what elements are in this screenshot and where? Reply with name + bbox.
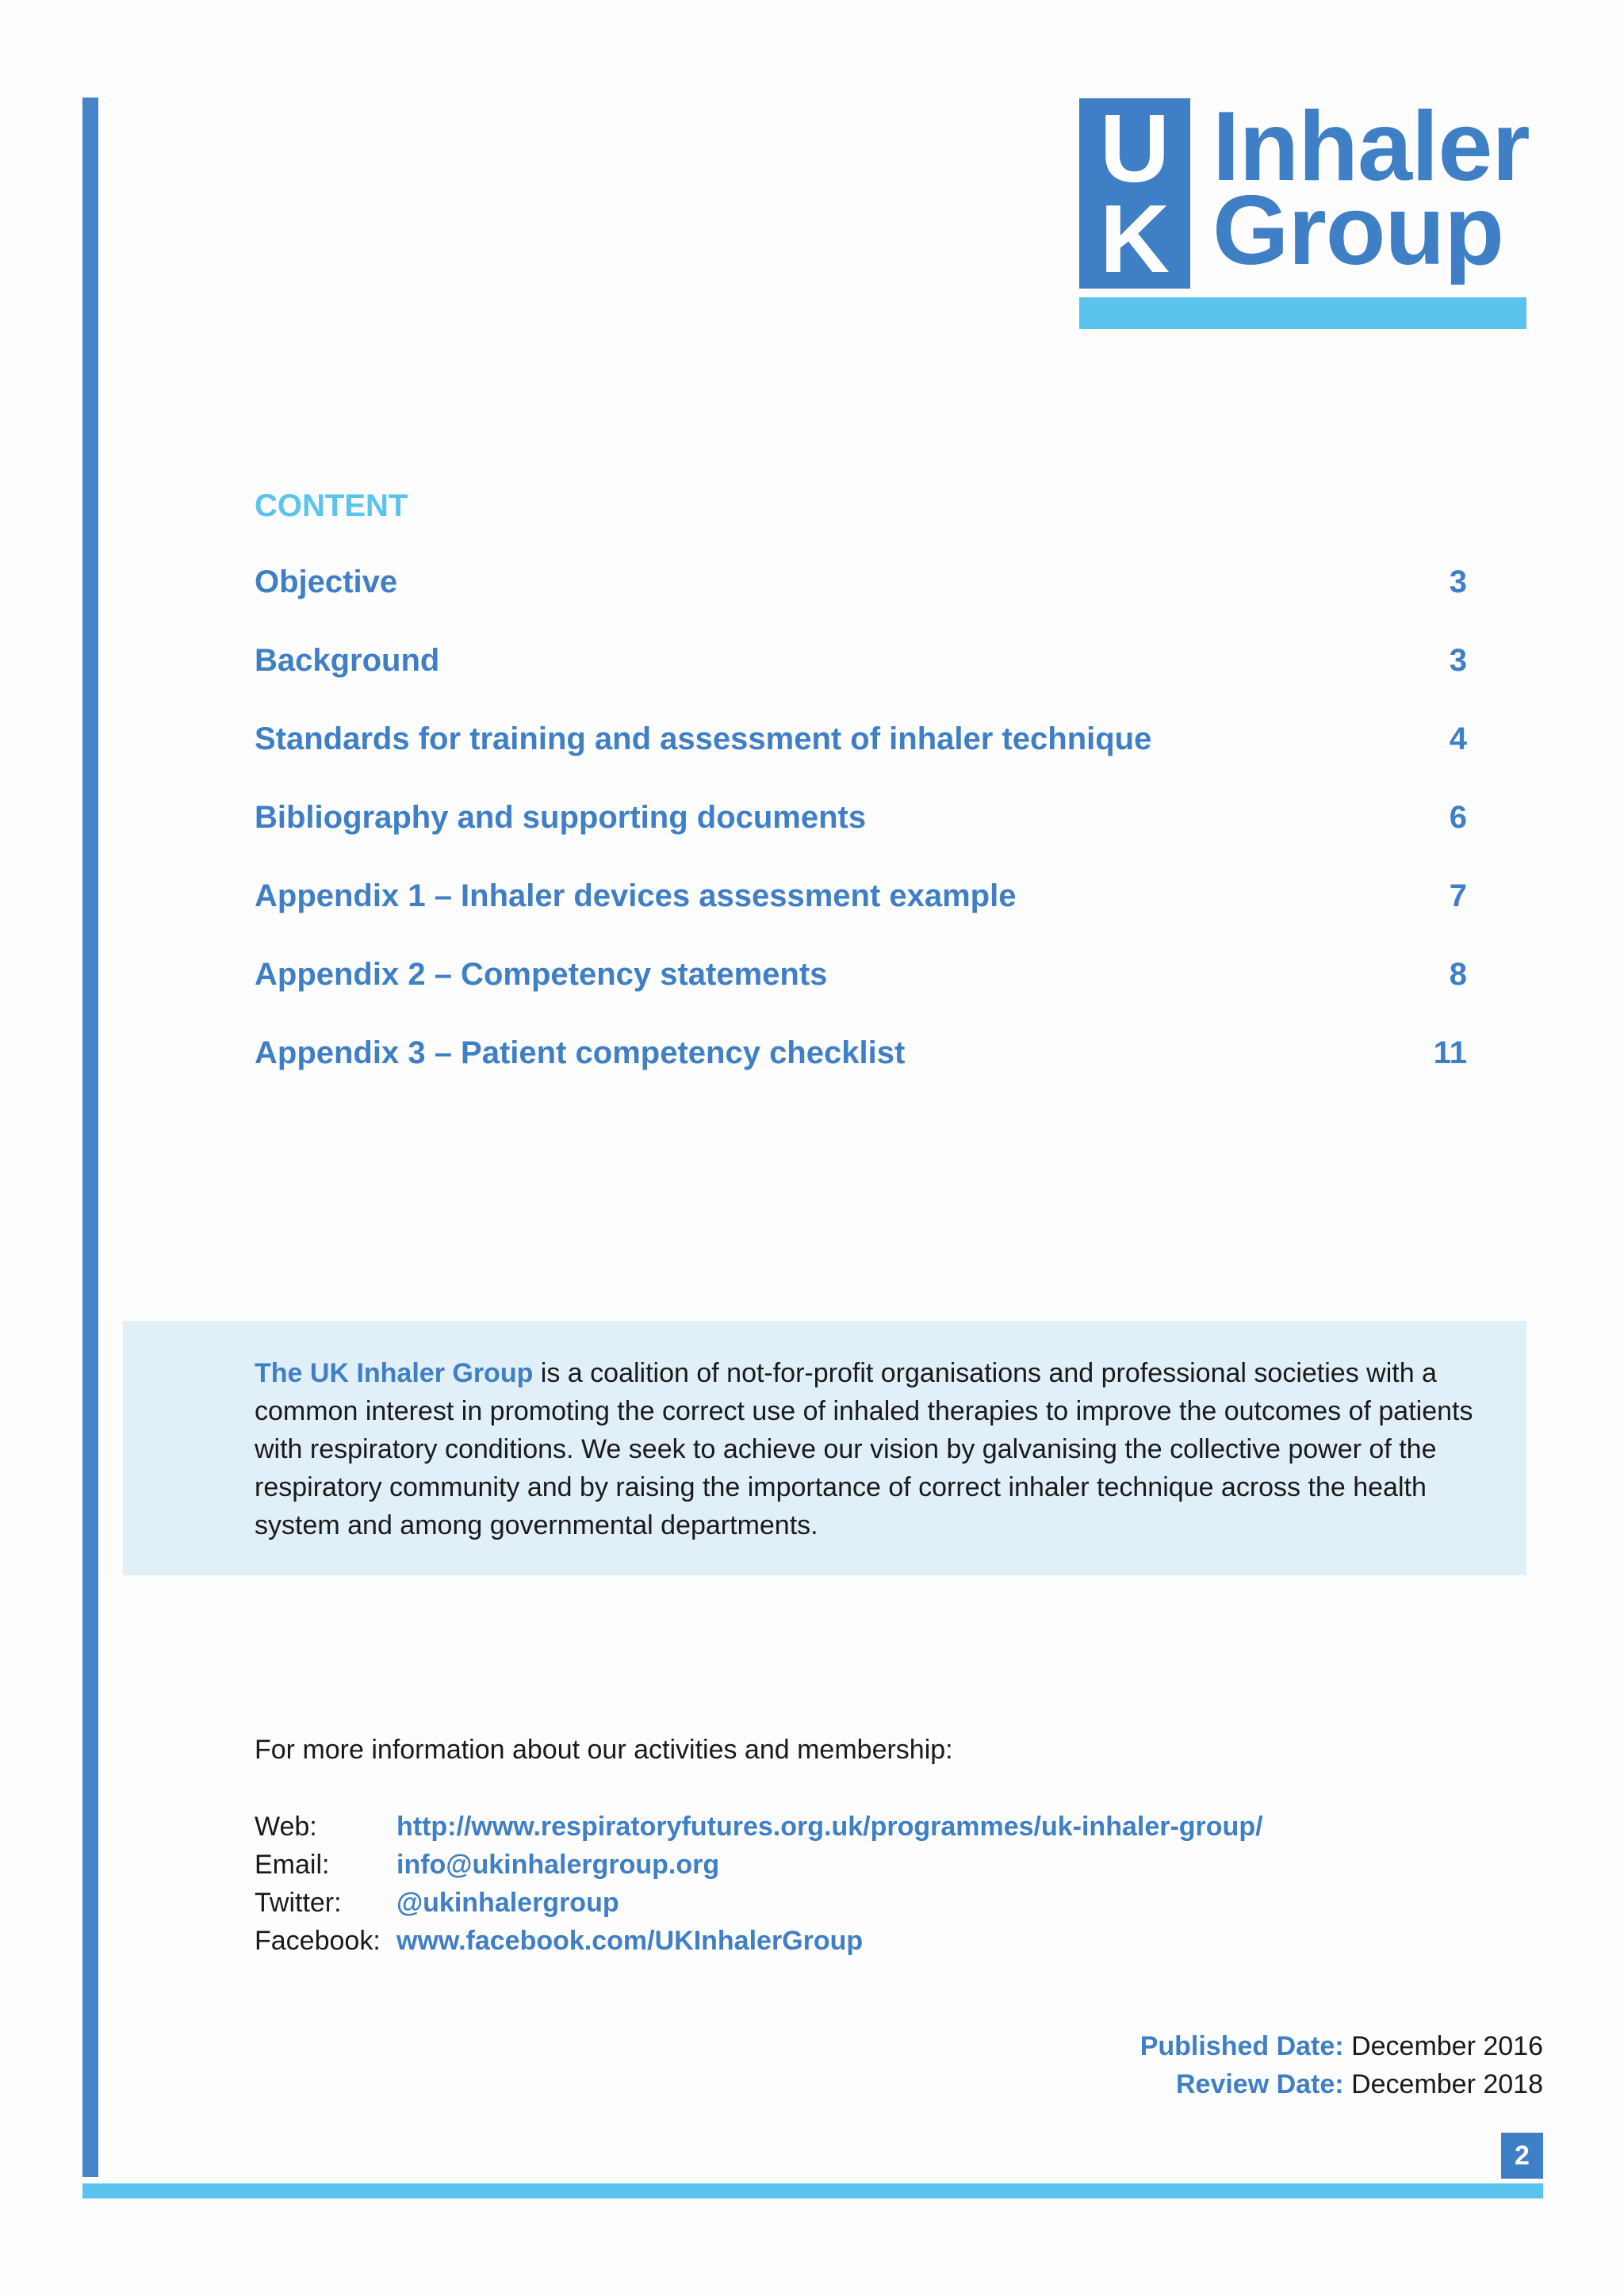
twitter-link[interactable]: @ukinhalergroup (396, 1888, 619, 1918)
toc-item-objective[interactable] (255, 564, 1467, 612)
toc-item-page: 8 (1449, 957, 1467, 992)
review-date-value: December 2018 (1351, 2069, 1543, 2099)
toc-item-title: Standards for training and assessment of inhaler technique (255, 721, 1152, 756)
toc-item-page: 4 (1449, 721, 1467, 756)
toc-heading: CONTENT (255, 488, 408, 523)
toc-item-page: 3 (1449, 564, 1467, 599)
toc-item-page: 7 (1449, 878, 1467, 913)
bottom-accent-bar (82, 2183, 1543, 2198)
toc-item-appendix-3[interactable] (255, 1035, 1467, 1083)
logo-letter-k: K (1099, 185, 1170, 293)
email-label: Email: (255, 1850, 330, 1880)
toc-item-page: 3 (1449, 643, 1467, 678)
toc-item-appendix-1[interactable] (255, 878, 1467, 926)
review-date-label: Review Date: (1175, 2069, 1344, 2099)
about-text (255, 1354, 1492, 1544)
facebook-label: Facebook: (255, 1926, 381, 1956)
toc-item-background[interactable] (255, 643, 1467, 691)
toc-item-title: Appendix 3 – Patient competency checklist (255, 1035, 906, 1070)
toc-item-bibliography[interactable] (255, 800, 1467, 848)
toc-item-title: Background (255, 643, 440, 678)
toc-item-title: Bibliography and supporting documents (255, 800, 867, 835)
toc-item-title: Appendix 2 – Competency statements (255, 957, 828, 992)
email-link[interactable]: info@ukinhalergroup.org (396, 1850, 720, 1880)
toc-item-page: 11 (1433, 1035, 1467, 1070)
logo-word-group: Group (1212, 176, 1503, 285)
logo-uk-box (1079, 94, 1190, 293)
about-box (123, 1321, 1526, 1575)
toc-item-standards[interactable] (255, 721, 1467, 769)
page-number: 2 (1501, 2133, 1543, 2179)
contact-intro: For more information about our activities and membership: (255, 1735, 953, 1765)
logo-underline (1079, 297, 1526, 329)
twitter-label: Twitter: (255, 1888, 342, 1918)
published-date-label: Published Date: (1139, 2031, 1344, 2061)
about-highlight: The UK Inhaler Group (255, 1358, 534, 1388)
toc-item-title: Objective (255, 564, 398, 599)
published-date (1140, 2027, 1543, 2065)
review-date (1176, 2065, 1543, 2103)
facebook-link[interactable]: www.facebook.com/UKInhalerGroup (396, 1926, 864, 1956)
left-accent-bar (82, 98, 98, 2177)
about-body: is a coalition of not-for-profit organisations and professional societies with a common interest in promoting the correct use of inhaled therapies to improve the outcomes of patients with respiratory conditions. We seek to achieve our vision by galvanising the collective power of the respiratory community and by raising the importance of correct inhaler technique across the health system and among governmental departments. (255, 1358, 1473, 1540)
published-date-value: December 2016 (1351, 2031, 1543, 2061)
logo-letter-u: U (1099, 94, 1170, 202)
web-link[interactable]: http://www.respiratoryfutures.org.uk/programmes/uk-inhaler-group/ (396, 1812, 1263, 1842)
toc-item-page: 6 (1449, 800, 1467, 835)
web-label: Web: (255, 1812, 317, 1842)
toc-item-appendix-2[interactable] (255, 957, 1467, 1004)
logo-word-inhaler: Inhaler (1212, 92, 1530, 201)
toc-item-title: Appendix 1 – Inhaler devices assessment example (255, 878, 1017, 913)
uk-inhaler-group-logo (1079, 92, 1530, 330)
